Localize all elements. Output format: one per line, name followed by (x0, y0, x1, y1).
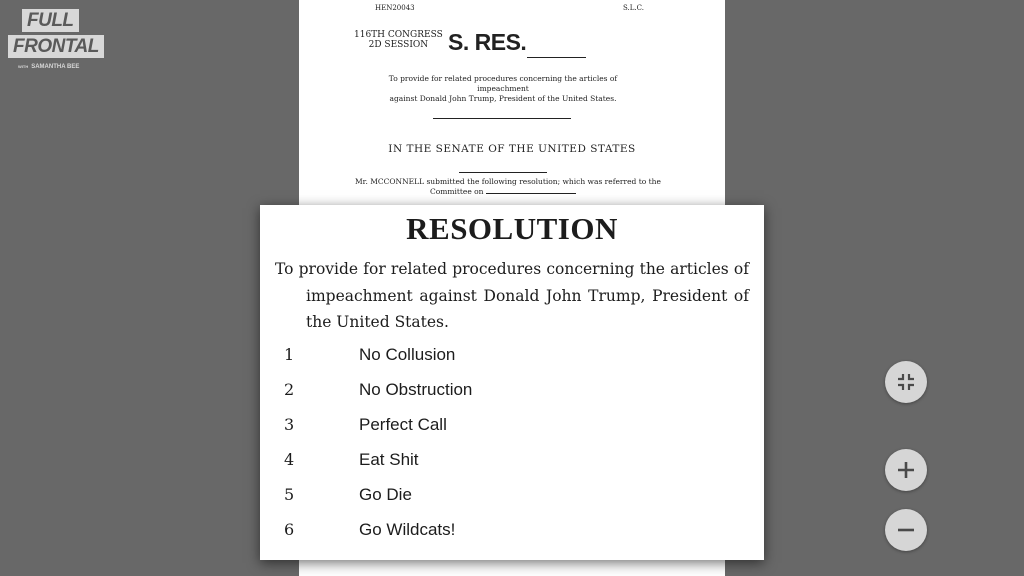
resolution-title: RESOLUTION (406, 211, 618, 246)
resolution-item (260, 345, 764, 369)
doc-submitted (355, 177, 661, 197)
resolution-item (260, 520, 764, 544)
zoom-in-icon (897, 461, 915, 479)
resolution-item (260, 415, 764, 439)
zoomed-resolution-panel (260, 205, 764, 560)
line-number: 5 (284, 485, 295, 504)
committee-label: Committee on (430, 187, 484, 196)
doc-congress (354, 30, 443, 50)
divider-small (459, 172, 547, 173)
congress-label: 116TH CONGRESS (354, 30, 443, 40)
logo-sub-name: SAMANTHA BEE (31, 64, 80, 70)
bill-number-blank (527, 57, 586, 58)
session-label: 2D SESSION (368, 40, 429, 50)
resolution-item (260, 485, 764, 509)
item-text: Perfect Call (359, 415, 447, 434)
doc-slc: S.L.C. (623, 4, 644, 12)
doc-purpose-line: To provide for related procedures concerning the articles of impeachment (388, 74, 618, 93)
zoom-out-icon (897, 521, 915, 539)
logo-subtitle (18, 64, 79, 70)
zoom-in-button[interactable] (885, 449, 927, 491)
logo-line-full: FULL (22, 9, 79, 32)
submitted-line: Mr. MCCONNELL submitted the following resolution; which was referred to the (355, 177, 661, 186)
item-text: No Obstruction (359, 380, 473, 399)
item-text: No Collusion (359, 345, 456, 364)
doc-purpose (365, 74, 641, 104)
line-number: 4 (284, 450, 295, 469)
committee-blank (486, 187, 576, 194)
item-text: Eat Shit (359, 450, 419, 469)
resolution-purpose: To provide for related procedures concerning the articles of impeachment against Donald John Trump, President of the United States. (275, 260, 749, 331)
item-text: Go Die (359, 485, 412, 504)
logo-line-frontal: FRONTAL (8, 35, 104, 58)
show-logo (8, 9, 108, 71)
senate-heading: IN THE SENATE OF THE UNITED STATES (388, 143, 636, 155)
resolution-item (260, 450, 764, 474)
doc-purpose-line: against Donald John Trump, President of the United States. (389, 94, 617, 103)
resolution-item (260, 380, 764, 404)
line-number: 6 (284, 520, 295, 539)
line-number: 2 (284, 380, 295, 399)
bill-type: S. RES. (448, 29, 527, 55)
exit-fullscreen-button[interactable] (885, 361, 927, 403)
exit-fullscreen-icon (897, 373, 915, 391)
line-number: 1 (284, 345, 295, 364)
item-text: Go Wildcats! (359, 520, 456, 539)
committee-line (355, 187, 661, 197)
divider (433, 118, 571, 119)
line-number: 3 (284, 415, 295, 434)
doc-code: HEN20043 (375, 4, 415, 12)
logo-sub-with: WITH (18, 64, 29, 69)
zoom-out-button[interactable] (885, 509, 927, 551)
